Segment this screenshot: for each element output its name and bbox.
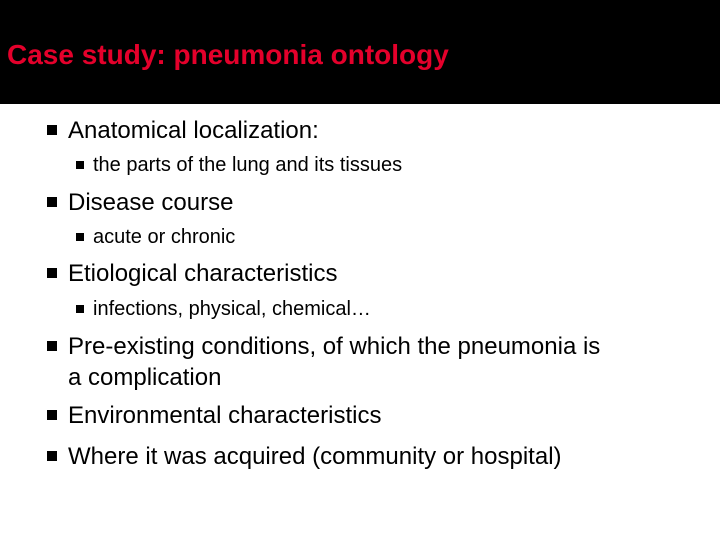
square-bullet-icon [47,410,57,420]
square-bullet-icon [76,305,84,313]
bullet-environmental-characteristics [47,400,381,431]
square-bullet-icon [47,341,57,351]
sub-bullet-text: acute or chronic [93,226,236,248]
bullet-text-line-2: a complication [68,364,222,391]
bullet-text: Where it was acquired (community or hospital) [68,443,562,470]
sub-bullet-acute-chronic [76,224,235,250]
bullet-text: Etiological characteristics [68,260,338,287]
bullet-where-acquired [47,441,562,472]
bullet-etiological-characteristics [47,258,337,289]
sub-bullet-text: infections, physical, chemical… [93,298,371,320]
bullet-text: Environmental characteristics [68,402,382,429]
sub-bullet-lung-parts [76,152,402,178]
square-bullet-icon [47,197,57,207]
bullet-disease-course [47,187,233,218]
square-bullet-icon [76,233,84,241]
bullet-text-line-1: Pre-existing conditions, of which the pneumonia is [68,333,601,360]
square-bullet-icon [76,161,84,169]
bullet-text: Disease course [68,189,234,216]
bullet-anatomical-localization [47,115,319,146]
sub-bullet-infections [76,296,371,322]
square-bullet-icon [47,451,57,461]
square-bullet-icon [47,268,57,278]
bullet-pre-existing-conditions [47,331,600,393]
bullet-text: Anatomical localization: [68,117,319,144]
sub-bullet-text: the parts of the lung and its tissues [93,154,403,176]
slide-title: Case study: pneumonia ontology [7,39,449,70]
square-bullet-icon [47,125,57,135]
